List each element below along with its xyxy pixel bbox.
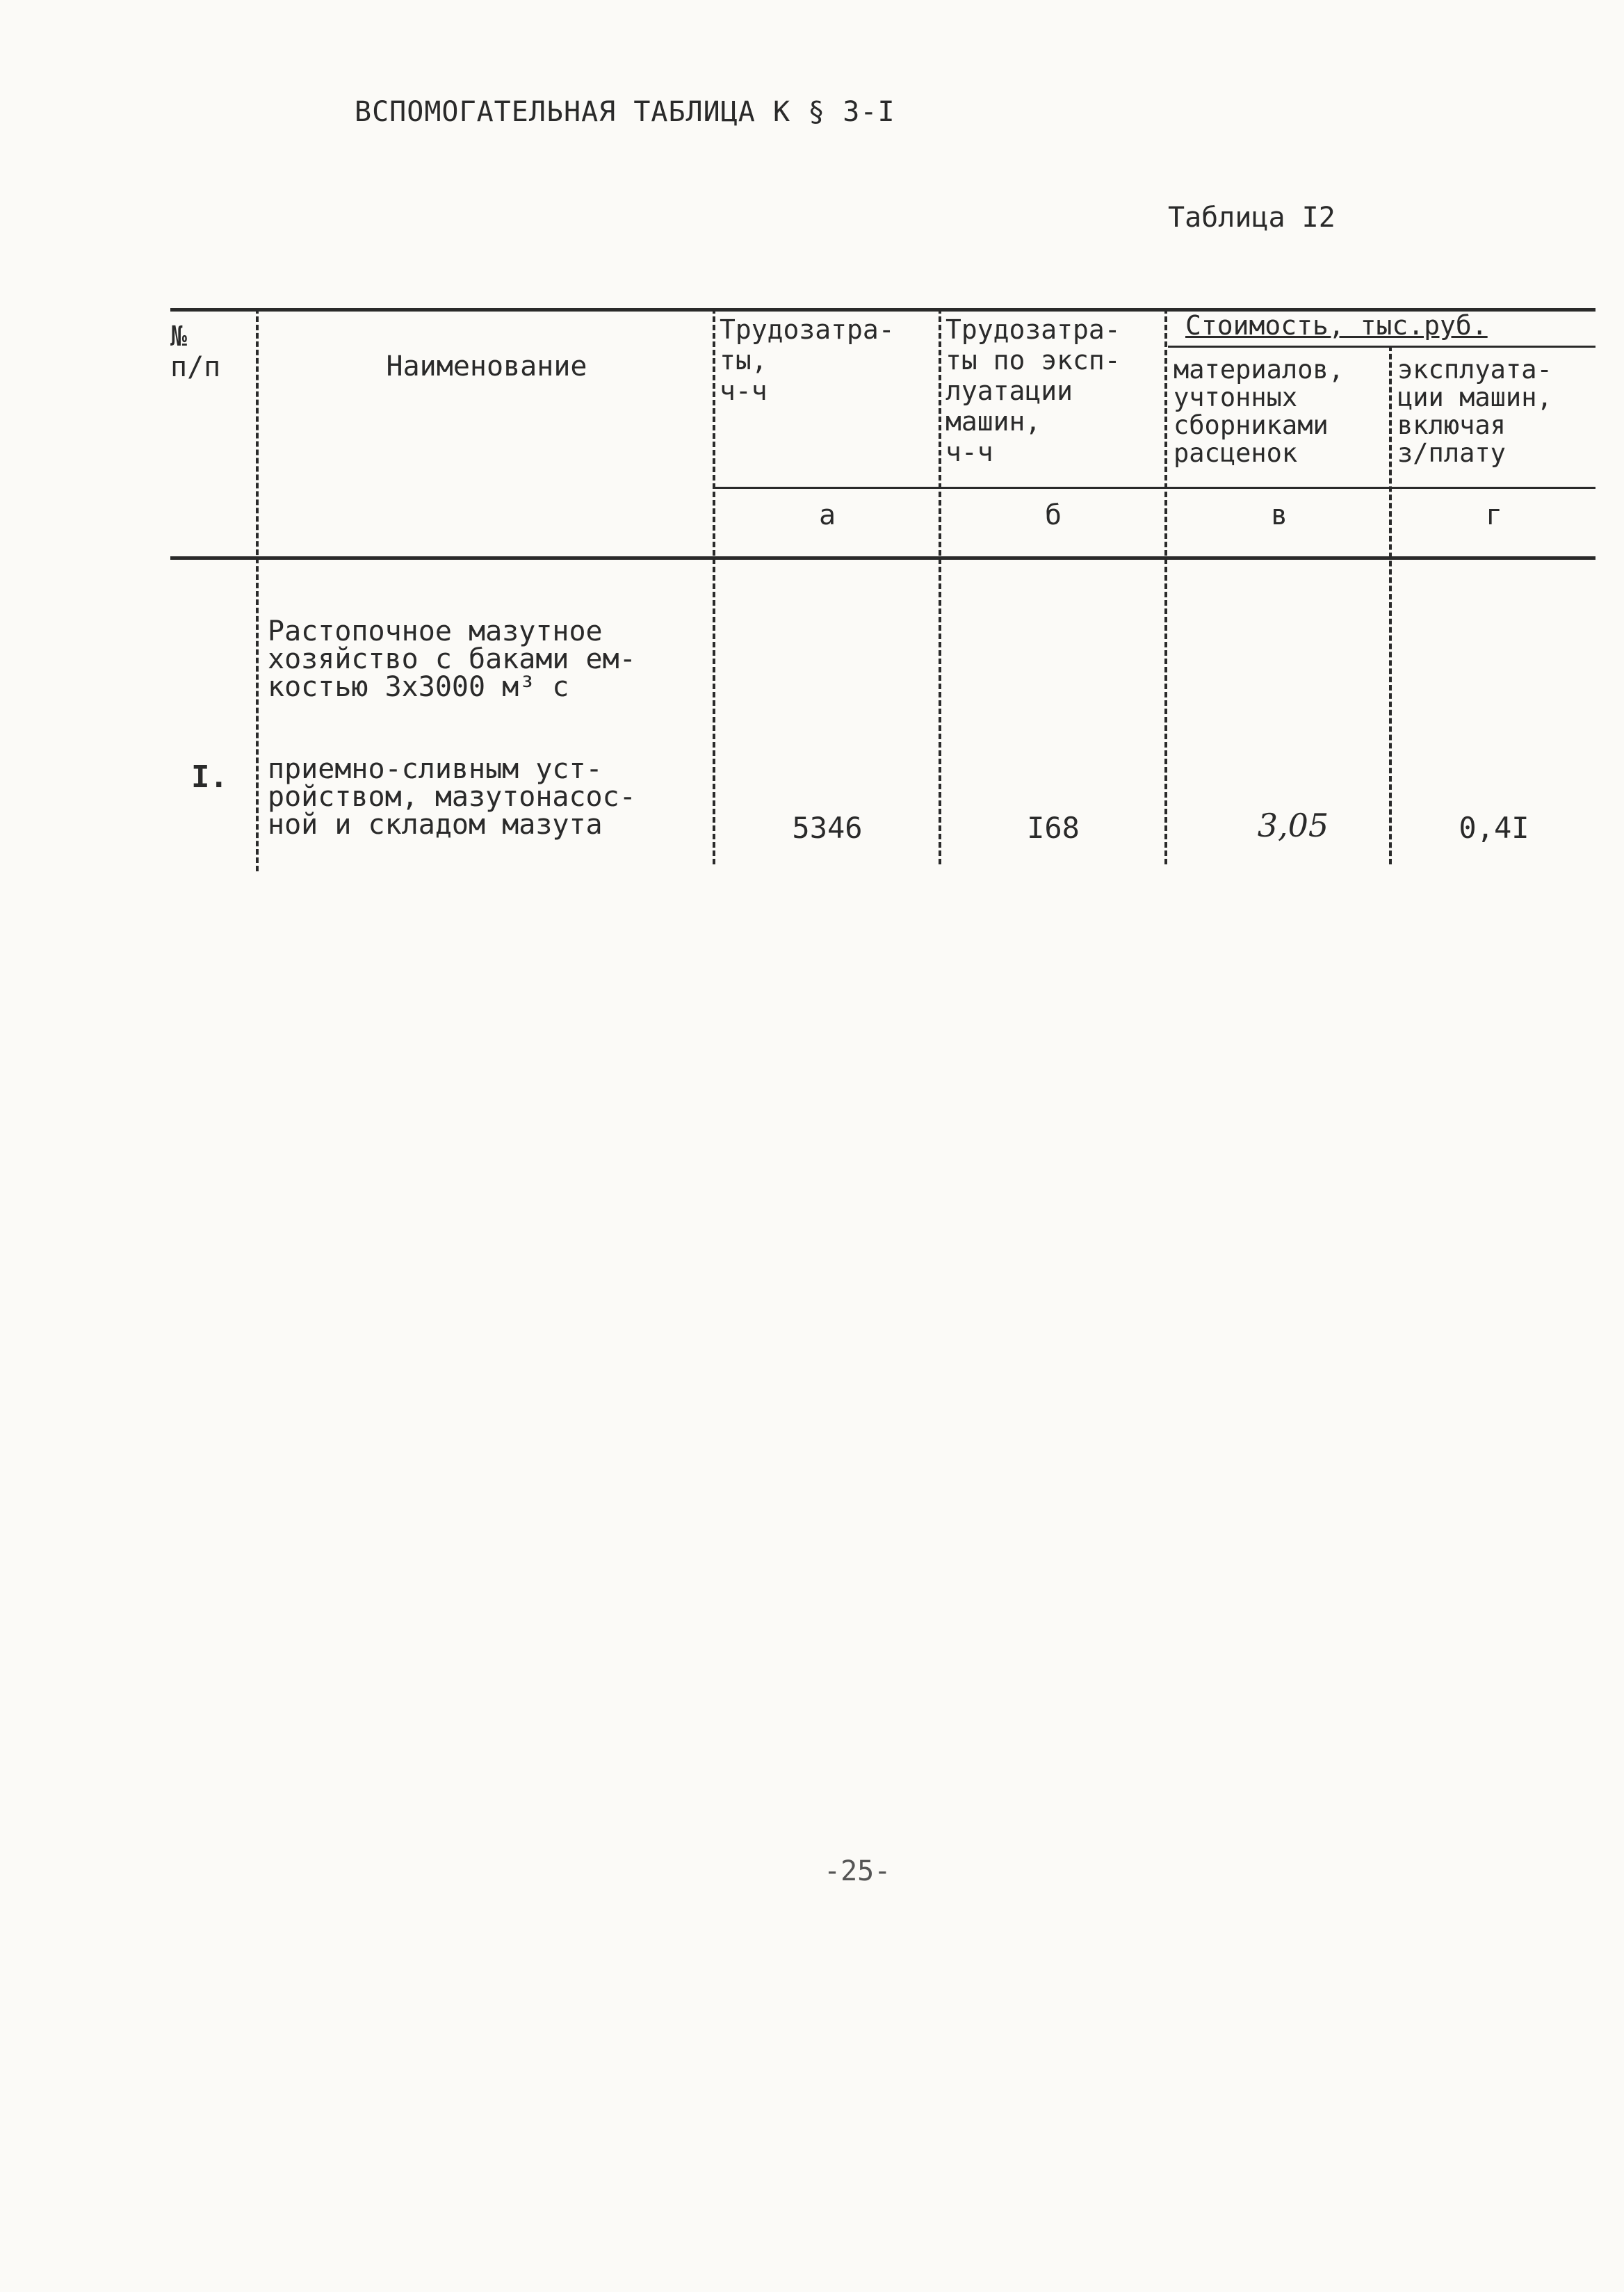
header-name: Наименование <box>386 350 587 382</box>
header-machine-labor: Трудозатра- ты по эксп- луатации машин, ч-ч <box>945 314 1121 467</box>
column-letter-v: в <box>1270 499 1288 531</box>
column-letter-g: г <box>1485 499 1503 531</box>
row-name-part1: Растопочное мазутное хозяйство с баками ем- костью 3х3000 м³ с <box>268 615 636 703</box>
row-machine-labor-value: I68 <box>1027 811 1080 845</box>
col-divider-3 <box>939 308 941 864</box>
cost-subheader-rule <box>1168 346 1595 348</box>
header-labor: Трудозатра- ты, ч-ч <box>720 314 895 406</box>
page-title: ВСПОМОГАТЕЛЬНАЯ ТАБЛИЦА К § 3-I <box>355 96 895 128</box>
header-letters-rule <box>713 487 1595 489</box>
data-table <box>0 0 1624 904</box>
header-num: № п/п <box>170 321 221 383</box>
row-name-part2: приемно-сливным уст- ройством, мазутонасос- ной и складом мазута <box>268 753 636 841</box>
page-number: -25- <box>824 1855 891 1887</box>
col-divider-4 <box>1164 308 1167 864</box>
row-labor-value: 5346 <box>792 811 863 845</box>
table-label: Таблица I2 <box>1168 202 1335 234</box>
col-divider-1 <box>256 308 259 871</box>
col-divider-5 <box>1389 346 1392 864</box>
column-letter-a: а <box>818 499 836 531</box>
row-machine-ops-value: 0,4I <box>1459 811 1529 845</box>
header-bottom-rule <box>170 556 1595 560</box>
header-machine-ops: эксплуата- ции машин, включая з/плату <box>1397 355 1552 468</box>
row-materials-value: 3,05 <box>1257 807 1329 844</box>
header-materials: материалов, учтонных сборниками расценок <box>1174 355 1345 468</box>
column-letter-b: б <box>1044 499 1062 531</box>
row-number: I. <box>191 759 228 795</box>
header-cost-group: Стоимость, тыс.руб. <box>1185 310 1488 341</box>
col-divider-2 <box>713 308 715 864</box>
